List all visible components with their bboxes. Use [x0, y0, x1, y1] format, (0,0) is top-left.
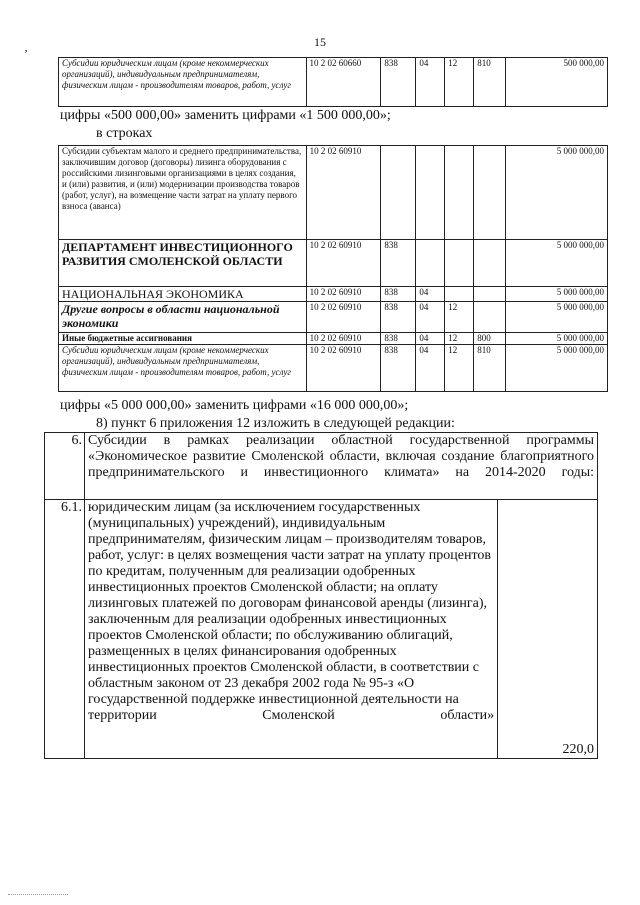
row-col4: [474, 146, 506, 240]
row-amount: 5 000 000,00: [506, 333, 608, 345]
item-value: 220,0: [498, 500, 598, 759]
row-name: Субсидии субъектам малого и среднего предпринимательства, заключившим договор (договоры) лизинга оборудования с российскими лизинговыми организациями в целях создания, и (или) развития, и (или) модернизации производства товаров (работ, услуг), на возмещение части затрат на уплату первого взноса (аванса): [59, 146, 307, 240]
row-name: Другие вопросы в области национальной экономики: [59, 302, 307, 333]
row-col4: [474, 302, 506, 333]
table-row: [59, 333, 608, 345]
table-row: [59, 240, 608, 287]
row-col1: 838: [381, 333, 416, 345]
row-amount: 5 000 000,00: [506, 345, 608, 392]
row-code: 10 2 02 60910: [306, 345, 381, 392]
row-name: Субсидии юридическим лицам (кроме некоммерческих организаций), индивидуальным предпринимателям, физическим лицам - производителям товаров, работ, услуг: [59, 58, 307, 107]
row-col1: 838: [381, 58, 416, 107]
row-col3: 12: [445, 333, 474, 345]
row-col1: [381, 146, 416, 240]
row-col3: [445, 240, 474, 287]
table-row: [59, 302, 608, 333]
table-row: [59, 345, 608, 392]
table-row: [45, 500, 598, 759]
appendix-table: [44, 432, 598, 759]
page-number: 15: [314, 35, 326, 49]
instruction-line-2: в строках: [96, 126, 153, 141]
row-name: НАЦИОНАЛЬНАЯ ЭКОНОМИКА: [59, 287, 307, 302]
row-amount: 5 000 000,00: [506, 302, 608, 333]
budget-table-1: [58, 57, 608, 107]
row-col4: [474, 240, 506, 287]
row-amount: 5 000 000,00: [506, 240, 608, 287]
row-col3: [445, 287, 474, 302]
row-col2: 04: [416, 58, 445, 107]
margin-mark: ‚: [24, 40, 28, 54]
row-code: 10 2 02 60910: [306, 287, 381, 302]
table-row: [59, 58, 608, 107]
row-col3: 12: [445, 302, 474, 333]
divider: [8, 894, 68, 895]
row-col2: 04: [416, 345, 445, 392]
row-code: 10 2 02 60910: [306, 333, 381, 345]
row-col4: [474, 287, 506, 302]
row-name: ДЕПАРТАМЕНТ ИНВЕСТИЦИОННОГО РАЗВИТИЯ СМОЛЕНСКОЙ ОБЛАСТИ: [59, 240, 307, 287]
row-col3: 12: [445, 58, 474, 107]
row-code: 10 2 02 60910: [306, 240, 381, 287]
row-name: Субсидии юридическим лицам (кроме некоммерческих организаций), индивидуальным предпринимателям, физическим лицам - производителям товаров, работ, услуг: [59, 345, 307, 392]
row-col3: [445, 146, 474, 240]
row-col2: [416, 146, 445, 240]
instruction-line-4: 8) пункт 6 приложения 12 изложить в следующей редакции:: [96, 416, 455, 431]
table-row: [59, 287, 608, 302]
row-col4: 800: [474, 333, 506, 345]
item-number: 6.: [45, 433, 85, 500]
instruction-line-3: цифры «5 000 000,00» заменить цифрами «16 000 000,00»;: [60, 398, 409, 413]
row-col3: 12: [445, 345, 474, 392]
row-col4: 810: [474, 58, 506, 107]
budget-table-2: [58, 145, 608, 392]
row-col2: [416, 240, 445, 287]
item-text: юридическим лицам (за исключением государственных (муниципальных) учреждений), индивидуальным предпринимателям, физическим лицам – производителям товаров, работ, услуг: в целях возмещения части затрат на уплату процентов по кредитам, полученным для реализации одобренных инвестиционных проектов Смоленской области; на оплату лизинговых платежей по договорам финансовой аренды (лизинга), заключенным для реализации одобренных инвестиционных проектов Смоленской области; по обслуживанию облигаций, размещенных в целях финансирования одобренных инвестиционных проектов Смоленской области, в соответствии с областным законом от 23 декабря 2002 года № 95-з «О государственной поддержке инвестиционной деятельности на территории Смоленской области»: [84, 500, 497, 759]
table-row: [45, 433, 598, 500]
row-col1: 838: [381, 345, 416, 392]
row-col2: 04: [416, 302, 445, 333]
row-amount: 5 000 000,00: [506, 287, 608, 302]
row-amount: 500 000,00: [506, 58, 608, 107]
row-code: 10 2 02 60910: [306, 302, 381, 333]
row-name: Иные бюджетные ассигнования: [59, 333, 307, 345]
row-col1: 838: [381, 240, 416, 287]
item-number: 6.1.: [45, 500, 85, 759]
row-col4: 810: [474, 345, 506, 392]
row-code: 10 2 02 60910: [306, 146, 381, 240]
table-row: [59, 146, 608, 240]
row-amount: 5 000 000,00: [506, 146, 608, 240]
row-code: 10 2 02 60660: [306, 58, 381, 107]
row-col2: 04: [416, 287, 445, 302]
row-col2: 04: [416, 333, 445, 345]
item-text: Субсидии в рамках реализации областной государственной программы «Экономическое развитие Смоленской области, включая создание благоприятного предпринимательского и инвестиционного климата» на 2014-2020 годы:: [84, 433, 597, 500]
row-col1: 838: [381, 302, 416, 333]
instruction-line-1: цифры «500 000,00» заменить цифрами «1 500 000,00»;: [60, 108, 391, 123]
row-col1: 838: [381, 287, 416, 302]
